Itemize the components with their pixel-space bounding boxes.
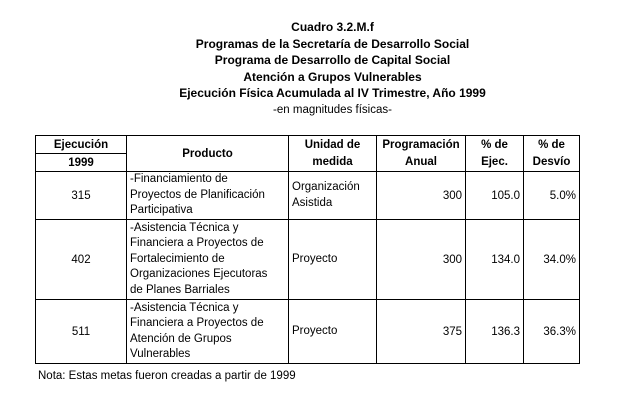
header-programacion-2: Anual: [377, 154, 466, 172]
cell-programacion: 300: [377, 172, 466, 220]
unidad-line: Proyecto: [292, 252, 338, 265]
producto-line: -Asistencia Técnica y: [130, 301, 239, 314]
producto-line: -Asistencia Técnica y: [130, 221, 239, 234]
data-table: [35, 135, 580, 364]
producto-line: Vulnerables: [130, 348, 191, 360]
header-unidad-1: Unidad de: [289, 136, 377, 154]
cell-programacion: 300: [377, 220, 466, 300]
table-row: [36, 300, 580, 364]
unidad-line: Organización: [292, 181, 360, 193]
unidad-line: Asistida: [292, 196, 333, 209]
cell-pct-desvio: 34.0%: [524, 220, 580, 300]
title-line: Ejecución Física Acumulada al IV Trimestre, Año 1999: [179, 86, 486, 100]
footnote: Nota: Estas metas fueron creadas a partir de 1999: [38, 370, 296, 382]
producto-line: -Financiamiento de: [130, 173, 228, 186]
header-producto: Producto: [127, 136, 289, 172]
cell-producto: [127, 172, 289, 220]
cell-producto: [127, 220, 289, 300]
header-programacion-1: Programación: [377, 136, 466, 154]
table-title-block: [0, 19, 620, 118]
producto-line: Organizaciones Ejecutoras: [130, 268, 268, 281]
cell-pct-ejec: 136.3: [466, 300, 524, 364]
cell-ejecucion: 402: [36, 220, 127, 300]
title-line: Cuadro 3.2.M.f: [291, 20, 374, 34]
cell-pct-desvio: 36.3%: [524, 300, 580, 364]
table-row: [36, 220, 580, 300]
cell-pct-ejec: 105.0: [466, 172, 524, 220]
header-pct-desvio-1: % de: [524, 136, 580, 154]
producto-line: Participativa: [130, 204, 193, 217]
header-row-2: [36, 154, 580, 172]
producto-line: Financiera a Proyectos de: [130, 237, 264, 250]
title-line: Atención a Grupos Vulnerables: [243, 69, 422, 84]
producto-line: Atención de Grupos: [130, 332, 232, 345]
cell-pct-desvio: 5.0%: [524, 172, 580, 220]
header-pct-ejec-1: % de: [466, 136, 524, 154]
cell-pct-ejec: 134.0: [466, 220, 524, 300]
cell-programacion: 375: [377, 300, 466, 364]
cell-ejecucion: 315: [36, 172, 127, 220]
title-line: Programa de Desarrollo de Capital Social: [214, 53, 451, 67]
producto-line: Proyectos de Planificación: [130, 188, 265, 201]
cell-producto: [127, 300, 289, 364]
header-ejecucion: Ejecución: [36, 136, 127, 154]
cell-unidad: [289, 300, 377, 364]
producto-line: de Planes Barriales: [130, 283, 230, 296]
table-row: [36, 172, 580, 220]
title-line: Programas de la Secretaría de Desarrollo Social: [195, 36, 470, 51]
header-row-1: [36, 136, 580, 154]
producto-line: Financiera a Proyectos de: [130, 317, 264, 329]
producto-line: Fortalecimiento de: [130, 252, 225, 265]
subtitle: -en magnitudes físicas-: [273, 103, 392, 116]
header-pct-ejec-2: Ejec.: [466, 154, 524, 172]
header-year: 1999: [36, 154, 127, 172]
cell-unidad: [289, 220, 377, 300]
unidad-line: Proyecto: [292, 324, 338, 337]
cell-unidad: [289, 172, 377, 220]
header-pct-desvio-2: Desvío: [524, 154, 580, 172]
header-unidad-2: medida: [289, 154, 377, 172]
cell-ejecucion: 511: [36, 300, 127, 364]
